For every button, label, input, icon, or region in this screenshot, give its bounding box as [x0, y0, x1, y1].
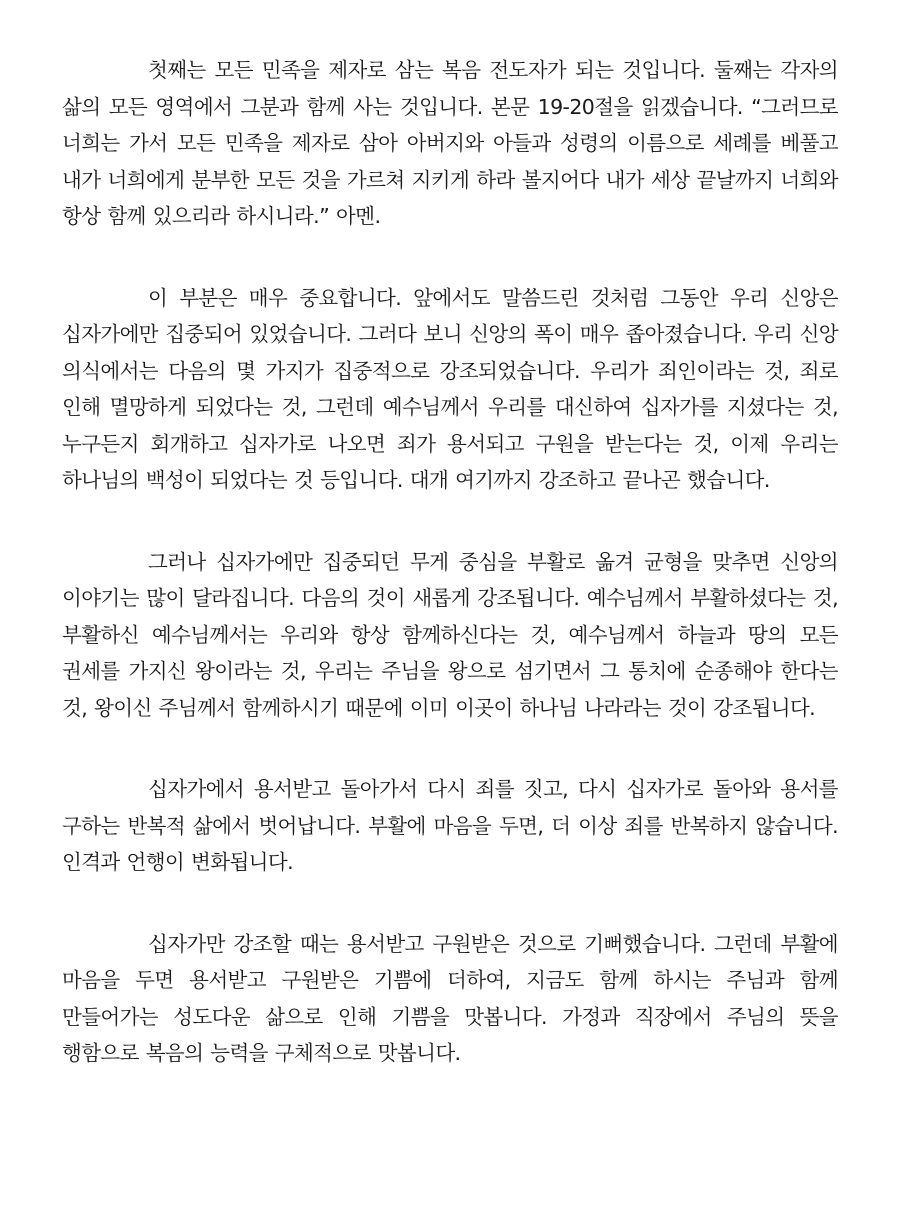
paragraph-2: 이 부분은 매우 중요합니다. 앞에서도 말씀드린 것처럼 그동안 우리 신앙은 십자가에만 집중되어 있었습니다. 그러다 보니 신앙의 폭이 매우 좁아졌습니다. 우리 신앙 의식에서는 다음의 몇 가지가 집중적으로 강조되었습니다. 우리가 죄인이라는 것, 죄로 인해 멸망하게 되었다는 것, 그런데 예수님께서 우리를 대신하여 십자가를 지셨다는 것, 누구든지 회개하고 십자가로 나오면 죄가 용서되고 구원을 받는다는 것, 이제 우리는 하나님의 백성이 되었다는 것 등입니다. 대개 여기까지 강조하고 끝나곤 했습니다.: [62, 285, 838, 492]
document-page: [62, 52, 838, 1072]
paragraph-3: 그러나 십자가에만 집중되던 무게 중심을 부활로 옮겨 균형을 맞추면 신앙의 이야기는 많이 달라집니다. 다음의 것이 새롭게 강조됩니다. 예수님께서 부활하셨다는 것, 부활하신 예수님께서는 우리와 항상 함께하신다는 것, 예수님께서 하늘과 땅의 모든 권세를 가지신 왕이라는 것, 우리는 주님을 왕으로 섬기면서 그 통치에 순종해야 한다는 것, 왕이신 주님께서 함께하시기 때문에 이미 이곳이 하나님 나라라는 것이 강조됩니다.: [62, 549, 838, 720]
paragraph-4: 십자가에서 용서받고 돌아가서 다시 죄를 짓고, 다시 십자가로 돌아와 용서를 구하는 반복적 삶에서 벗어납니다. 부활에 마음을 두면, 더 이상 죄를 반복하지 않습니다. 인격과 언행이 변화됩니다.: [62, 777, 838, 874]
paragraph-1: 첫째는 모든 민족을 제자로 삼는 복음 전도자가 되는 것입니다. 둘째는 각자의 삶의 모든 영역에서 그분과 함께 사는 것입니다. 본문 19-20절을 읽겠습니다. “그러므로 너희는 가서 모든 민족을 제자로 삼아 아버지와 아들과 성령의 이름으로 세례를 베풀고 내가 너희에게 분부한 모든 것을 가르쳐 지키게 하라 볼지어다 내가 세상 끝날까지 너희와 항상 함께 있으리라 하시니라.” 아멘.: [62, 58, 838, 228]
paragraph-5: 십자가만 강조할 때는 용서받고 구원받은 것으로 기뻐했습니다. 그런데 부활에 마음을 두면 용서받고 구원받은 기쁨에 더하여, 지금도 함께 하시는 주님과 함께 만들어가는 성도다운 삶으로 인해 기쁨을 맛봅니다. 가정과 직장에서 주님의 뜻을 행함으로 복음의 능력을 구체적으로 맛봅니다.: [62, 931, 838, 1065]
